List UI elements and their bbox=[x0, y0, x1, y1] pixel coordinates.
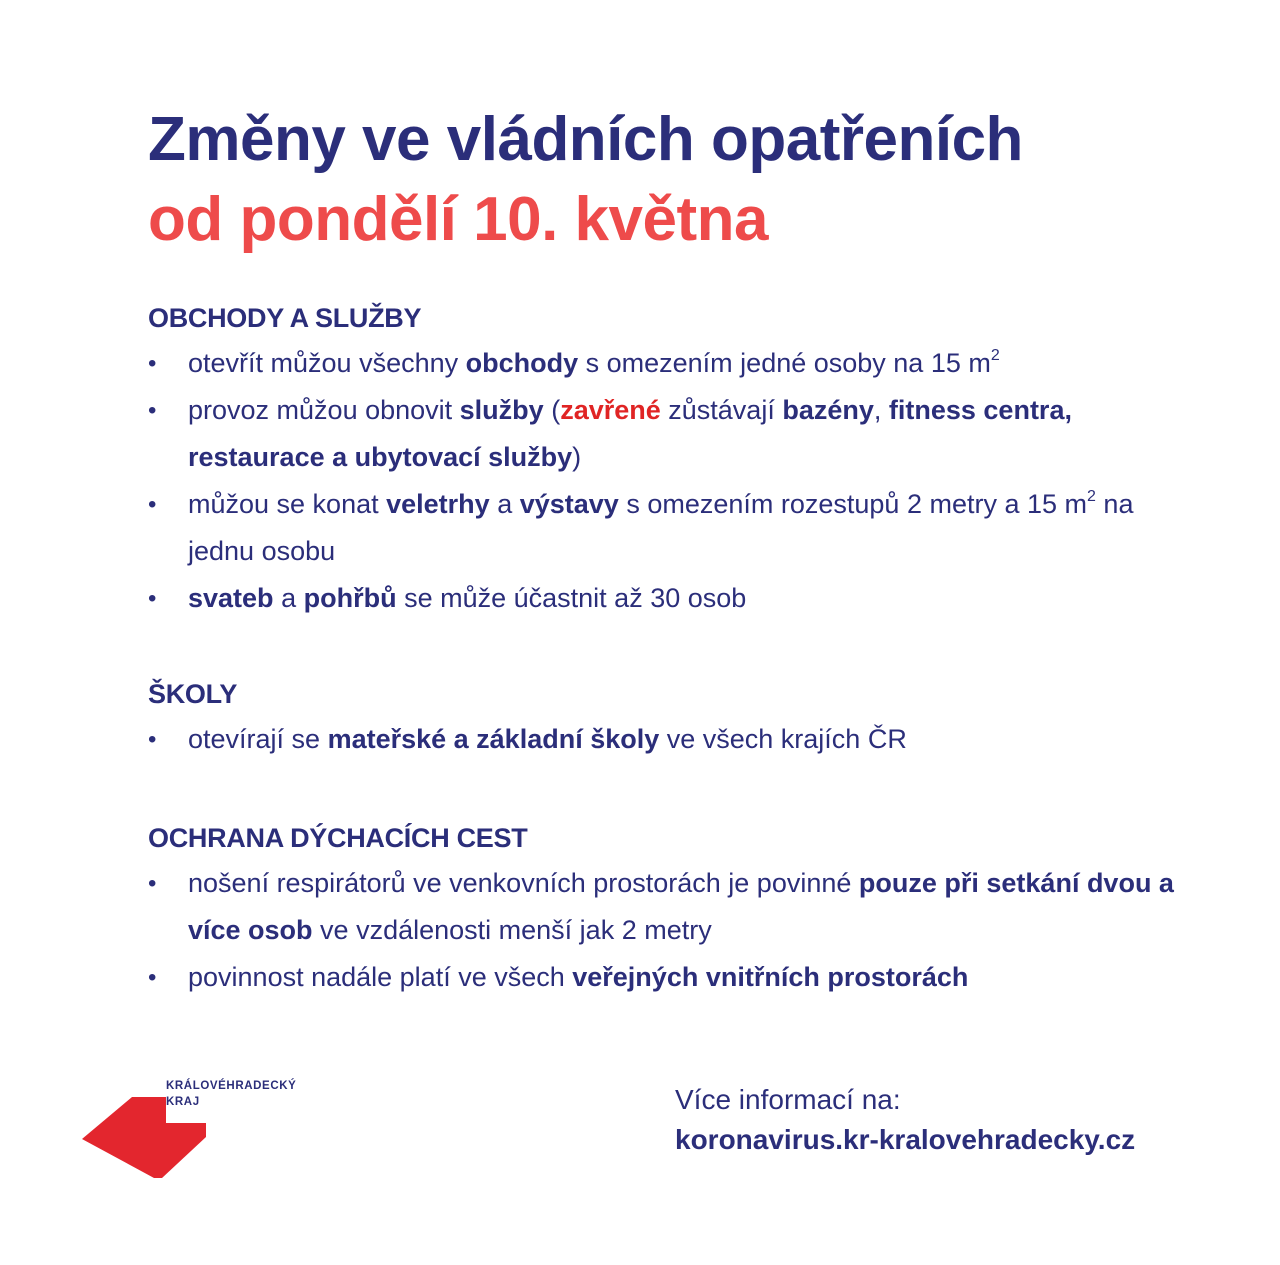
list-item bbox=[148, 340, 1188, 387]
logo-shape bbox=[82, 1097, 206, 1178]
text: a bbox=[489, 489, 520, 519]
superscript: 2 bbox=[990, 347, 1000, 364]
bold-text: pouze při setkání dvou a více osob bbox=[188, 868, 1174, 945]
list-item bbox=[148, 575, 1188, 622]
bullet-list bbox=[148, 716, 1188, 763]
bold-text: fitness centra, restaurace a ubytovací služby bbox=[188, 395, 1072, 472]
page-title bbox=[148, 100, 1023, 260]
text: provoz můžou obnovit bbox=[188, 395, 460, 425]
text: můžou se konat bbox=[188, 489, 387, 519]
text: s omezením jedné osoby na 15 m bbox=[578, 348, 991, 378]
text: nošení respirátorů ve venkovních prostorách je povinné bbox=[188, 868, 859, 898]
kraj-logo bbox=[82, 1078, 312, 1188]
bold-text: svateb bbox=[188, 583, 274, 613]
bold-text: bazény bbox=[782, 395, 874, 425]
text: se může účastnit až 30 osob bbox=[396, 583, 747, 613]
logo-line-1: KRÁLOVÉHRADECKÝ bbox=[166, 1080, 297, 1092]
list-item bbox=[148, 387, 1188, 481]
more-info bbox=[675, 1080, 1135, 1160]
list-item bbox=[148, 954, 1188, 1001]
section-heading: ŠKOLY bbox=[148, 679, 238, 709]
text: ve vzdálenosti menší jak 2 metry bbox=[312, 915, 712, 945]
text: na jednu osobu bbox=[188, 489, 1134, 566]
text: , bbox=[873, 395, 889, 425]
text: a bbox=[273, 583, 304, 613]
bold-text: výstavy bbox=[519, 489, 619, 519]
text: ( bbox=[543, 395, 561, 425]
bold-text: pohřbů bbox=[303, 583, 397, 613]
section-shops-services bbox=[148, 300, 1188, 622]
red-bold-text: zavřené bbox=[560, 395, 661, 425]
bold-text: obchody bbox=[465, 348, 579, 378]
bold-text: veletrhy bbox=[386, 489, 490, 519]
section-heading: OCHRANA DÝCHACÍCH CEST bbox=[148, 823, 528, 853]
more-info-label: Více informací na: bbox=[675, 1084, 901, 1115]
text: s omezením rozestupů 2 metry a 15 m bbox=[618, 489, 1088, 519]
text: ve všech krajích ČR bbox=[659, 724, 907, 754]
list-item bbox=[148, 481, 1188, 575]
text: ) bbox=[572, 442, 582, 472]
logo-line-2: KRAJ bbox=[166, 1096, 200, 1108]
text: zůstávají bbox=[660, 395, 783, 425]
kraj-logo-icon bbox=[82, 1094, 212, 1180]
bold-text: mateřské a základní školy bbox=[327, 724, 660, 754]
section-schools bbox=[148, 676, 1188, 763]
list-item bbox=[148, 860, 1188, 954]
text: otevřít můžou všechny bbox=[188, 348, 466, 378]
bullet-list bbox=[148, 340, 1188, 622]
bold-text: služby bbox=[459, 395, 544, 425]
title-line-1: Změny ve vládních opatřeních bbox=[148, 105, 1023, 174]
superscript: 2 bbox=[1087, 488, 1096, 505]
more-info-url[interactable]: koronavirus.kr-kralovehradecky.cz bbox=[675, 1124, 1136, 1155]
list-item bbox=[148, 716, 1188, 763]
section-heading: OBCHODY A SLUŽBY bbox=[148, 303, 422, 333]
title-line-2: od pondělí 10. května bbox=[148, 185, 768, 254]
text: povinnost nadále platí ve všech bbox=[188, 962, 573, 992]
text: otevírají se bbox=[188, 724, 328, 754]
section-respiratory-protection bbox=[148, 820, 1188, 1001]
bold-text: veřejných vnitřních prostorách bbox=[572, 962, 969, 992]
bullet-list bbox=[148, 860, 1188, 1001]
